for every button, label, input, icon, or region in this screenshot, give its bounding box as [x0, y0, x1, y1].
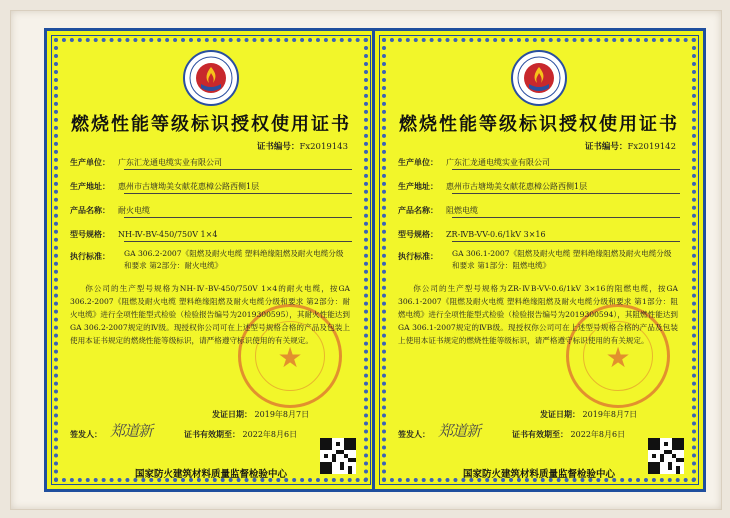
standard-label: 执行标准：	[398, 251, 438, 261]
address-row: 生产地址： 惠州市古塘坳美女献花惠樟公路西侧1层	[70, 180, 352, 193]
agency-logo-icon	[183, 50, 239, 106]
certificate-body: 你公司的生产型号规格为NH-Ⅳ-BV-450/750V 1×4的耐火电缆，按GA 306.2-2007《阻燃及耐火电缆 塑料绝缘阻燃及耐火电缆分级和要求 第2部分：耐火电缆》进行全项性能型式检验（检验报告编号为2019300595），其耐火性能达到GA 306.2-2007规定的Ⅳ级。现授权你公司可在上述型号规格合格的产品及包装上使用本证书规定的燃烧性能等级标识，请严格遵守标识使用的有关规定。	[70, 284, 350, 345]
issue-date: 发证日期： 2019年8月7日	[540, 409, 638, 419]
signer-label: 签发人：	[70, 429, 102, 439]
certificate-title: 燃烧性能等级标识授权使用证书	[399, 114, 679, 135]
signature: 郑道新	[110, 422, 153, 440]
official-stamp: ★	[238, 304, 342, 408]
certificate-flame-retardant	[372, 28, 706, 492]
official-stamp: ★	[566, 304, 670, 408]
valid-until: 证书有效期至： 2022年8月6日	[184, 429, 298, 439]
certificate-number: 证书编号：Fx2019143	[256, 142, 348, 152]
agency-logo-icon	[511, 50, 567, 106]
address-row: 生产地址： 惠州市古塘坳美女献花惠樟公路西侧1层	[398, 180, 680, 193]
model-row: 型号规格： NH-Ⅳ-BV-450/750V 1×4	[70, 228, 352, 241]
issuing-agency: 国家防火建筑材料质量监督检验中心	[134, 469, 287, 480]
signer-label: 签发人：	[398, 429, 430, 439]
certificate-title: 燃烧性能等级标识授权使用证书	[71, 114, 351, 135]
model-row: 型号规格： ZR-ⅣB-VV-0.6/1kV 3×16	[398, 228, 680, 241]
certificate-border	[382, 38, 696, 482]
certificate-number: 证书编号：Fx2019142	[584, 142, 676, 152]
product-row: 产品名称： 耐火电缆	[70, 204, 352, 217]
issue-date: 发证日期： 2019年8月7日	[212, 409, 310, 419]
certificate-body: 你公司的生产型号规格为ZR-ⅣB-VV-0.6/1kV 3×16的阻燃电缆，按GA 306.1-2007《阻燃及耐火电缆 塑料绝缘阻燃及耐火电缆分级和要求 第1部分：阻燃电缆》进行全项性能型式检验（检验报告编号为2019300594），其阻燃性能达到GA 306.1-2007规定的ⅣB级。现授权你公司可在上述型号规格合格的产品及包装上使用本证书规定的燃烧性能等级标识，请严格遵守标识使用的有关规定。	[398, 284, 678, 345]
valid-until: 证书有效期至： 2022年8月6日	[512, 429, 626, 439]
signature: 郑道新	[438, 422, 481, 440]
certificate-fire-resistant	[44, 28, 378, 492]
standard-label: 执行标准：	[70, 251, 110, 261]
certificate-border	[54, 38, 368, 482]
standard-text: GA 306.2-2007《阻燃及耐火电缆 塑料绝缘阻燃及耐火电缆分级和要求 第2部分：耐火电缆》	[124, 249, 344, 270]
producer-row: 生产单位： 广东汇龙通电缆实业有限公司	[70, 156, 352, 169]
producer-row: 生产单位： 广东汇龙通电缆实业有限公司	[398, 156, 680, 169]
product-row: 产品名称： 阻燃电缆	[398, 204, 680, 217]
issuing-agency: 国家防火建筑材料质量监督检验中心	[462, 469, 615, 480]
standard-text: GA 306.1-2007《阻燃及耐火电缆 塑料绝缘阻燃及耐火电缆分级和要求 第1部分：阻燃电缆》	[452, 249, 672, 270]
